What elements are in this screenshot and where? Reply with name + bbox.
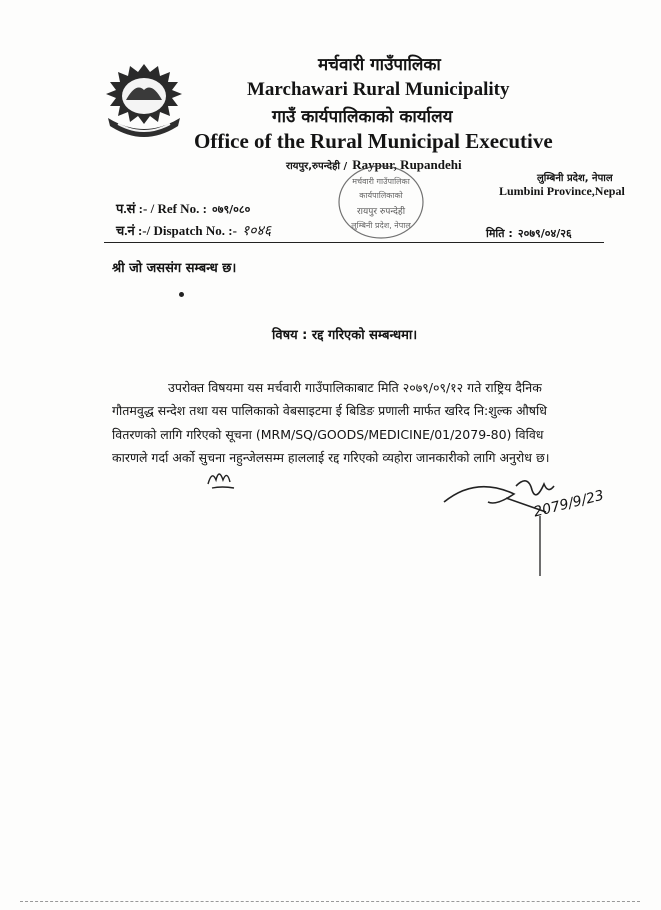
province-english: Lumbini Province,Nepal bbox=[499, 184, 625, 198]
ref-number bbox=[116, 198, 250, 217]
body-line-4: कारणले गर्दा अर्को सुचना नहुन्जेलसम्म हाललाई रद्द गरिएको व्यहोरा जानकारीको लागि अनुरोध छ। bbox=[112, 450, 550, 465]
header-divider bbox=[104, 242, 604, 243]
body-line-2: गौतमवुद्ध सन्देश तथा यस पालिकाको वेबसाइटमा ई बिडिङ प्रणाली मार्फत खरिद नि:शुल्क औषधि bbox=[112, 403, 547, 418]
municipality-name-english: Marchawari Rural Municipality bbox=[247, 79, 510, 100]
stamp-line-4: लुम्बिनी प्रदेश, नेपाल bbox=[351, 221, 411, 230]
date-label: मिति : bbox=[486, 227, 513, 240]
body-line-1: उपरोक्त विषयमा यस मर्चवारी गाउँपालिकाबाट मिति २०७९/०९/१२ गते राष्ट्रिय दैनिक bbox=[168, 380, 542, 395]
dispatch-label: च.नं :-/ Dispatch No. :- bbox=[116, 223, 237, 238]
address-english: Raypur, Rupandehi bbox=[352, 157, 462, 172]
letter-date bbox=[486, 222, 572, 241]
municipality-name-nepali: मर्चवारी गाउँपालिका bbox=[318, 55, 441, 75]
dispatch-value: १०४६ bbox=[242, 223, 272, 239]
dispatch-number bbox=[116, 220, 271, 240]
nepal-government-emblem bbox=[98, 60, 190, 148]
ink-dot bbox=[179, 292, 184, 297]
stamp-line-1: मर्चवारी गाउँपालिका bbox=[352, 177, 410, 186]
signature-date: 2079/9/23 bbox=[532, 487, 606, 521]
ref-label: प.सं :- / Ref No. : bbox=[116, 201, 207, 216]
subject-line: विषय : रद्द गरिएको सम्बन्धमा। bbox=[272, 328, 418, 343]
office-stamp bbox=[336, 162, 426, 242]
signature bbox=[436, 472, 636, 582]
stamp-line-2: कार्यपालिकाको bbox=[359, 191, 403, 200]
stamp-line-3: रायपुर रुपन्देही bbox=[356, 207, 406, 217]
body-line-3: वितरणको लागि गरिएको सूचना (MRM/SQ/GOODS/MEDICINE/01/2079-80) विविध bbox=[112, 427, 544, 442]
ref-value: ०७९/०८० bbox=[212, 203, 251, 216]
province-nepali: लुम्बिनी प्रदेश, नेपाल bbox=[537, 173, 613, 184]
initials-mark bbox=[204, 466, 240, 492]
salutation: श्री जो जससंग सम्बन्ध छ। bbox=[112, 261, 237, 276]
office-name-english: Office of the Rural Municipal Executive bbox=[194, 129, 553, 153]
address-nepali: रायपुर,रुपन्देही / bbox=[286, 161, 348, 172]
office-name-nepali: गाउँ कार्यपालिकाको कार्यालय bbox=[272, 107, 453, 127]
page-bottom-edge bbox=[20, 901, 640, 902]
date-value: २०७९/०४/२६ bbox=[517, 227, 572, 240]
